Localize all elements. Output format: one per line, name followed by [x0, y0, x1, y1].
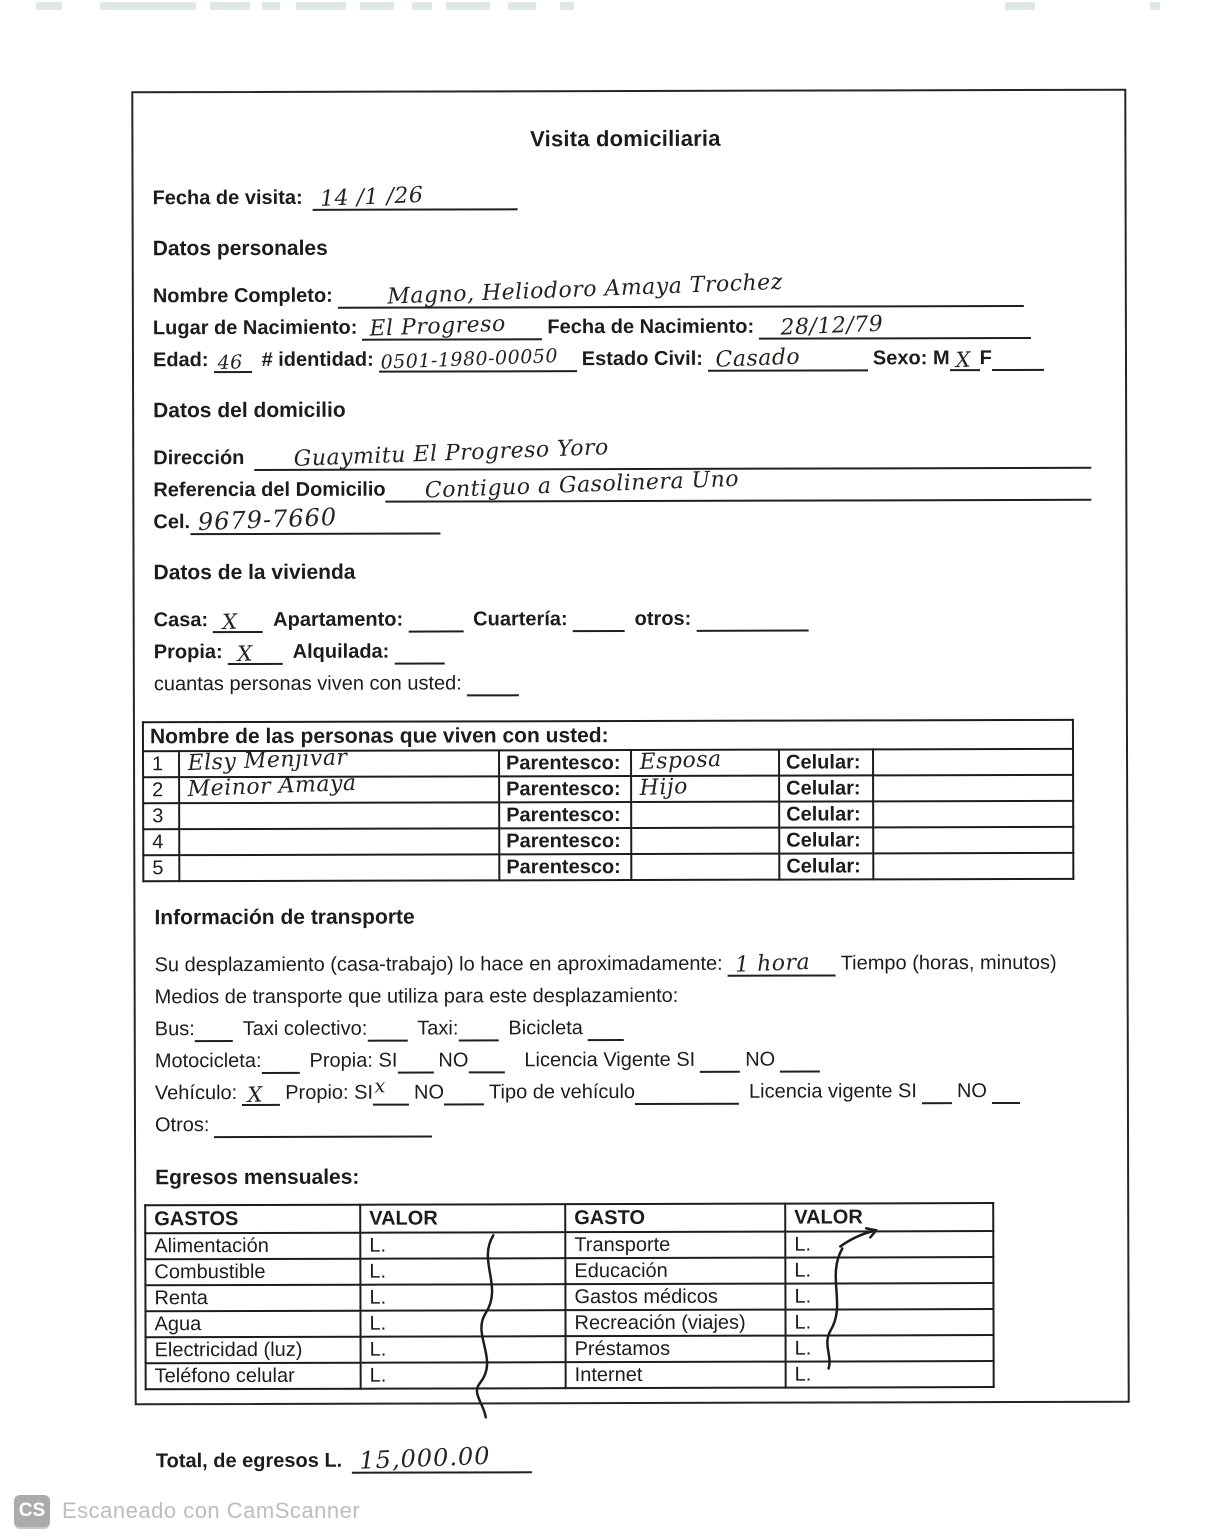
propio-si-field — [373, 1075, 409, 1106]
celular-col-label: Celular: — [779, 775, 873, 801]
gasto-izq: Alimentación — [145, 1233, 360, 1260]
edad-label: Edad: — [152, 349, 209, 372]
egresos-table-wrap — [155, 1202, 1101, 1390]
persona-parentesco — [631, 854, 779, 880]
total-field — [352, 1441, 532, 1475]
persona-row-5 — [143, 853, 1073, 881]
propio-label: Propio: SI — [285, 1081, 374, 1104]
egresos-heading: Egresos mensuales: — [155, 1165, 360, 1190]
taxi-label: Taxi: — [417, 1017, 459, 1040]
persona-nombre-handwriting: Elsy Menjivar — [187, 745, 348, 777]
persona-row-3 — [143, 801, 1073, 829]
valor-der: L. — [785, 1231, 993, 1258]
egresos-row-5 — [146, 1335, 994, 1363]
valor-der: L. — [785, 1257, 993, 1284]
personas-table-header: Nombre de las personas que viven con usted: — [143, 720, 1073, 751]
persona-num: 5 — [143, 855, 179, 881]
persona-parentesco-handwriting: Hijo — [639, 774, 689, 801]
persona-row-2 — [143, 775, 1073, 803]
persona-celular — [873, 801, 1073, 828]
gasto-izq: Teléfono celular — [146, 1363, 361, 1390]
desplazamiento-label: Su desplazamiento (casa-trabajo) lo hace en aproximadamente: — [154, 952, 723, 977]
celular-col-label: Celular: — [779, 801, 873, 827]
personas-table — [142, 719, 1074, 882]
gasto-izq: Agua — [145, 1311, 360, 1338]
nombre-row — [152, 269, 1099, 310]
taxi-colectivo-field — [367, 1016, 407, 1042]
celular-row — [153, 502, 1099, 537]
sexo-f-field — [992, 345, 1044, 371]
parentesco-label: Parentesco: — [499, 750, 631, 776]
desplazamiento-row — [155, 948, 1101, 978]
egresos-row-6 — [146, 1361, 994, 1389]
gasto-izq: Electricidad (luz) — [146, 1337, 361, 1364]
persona-celular — [873, 775, 1073, 802]
camscanner-footer-text: Escaneado con CamScanner — [62, 1498, 361, 1523]
vehiculo-no-field — [444, 1079, 484, 1105]
apartamento-label: Apartamento: — [273, 608, 404, 631]
casa-label: Casa: — [153, 609, 209, 632]
persona-parentesco — [631, 828, 779, 854]
celular-col-label: Celular: — [779, 749, 873, 775]
identidad-handwriting: 0501-1980-00050 — [379, 345, 559, 374]
valor-der: L. — [785, 1309, 993, 1336]
total-row — [155, 1441, 1102, 1475]
motocicleta-field — [262, 1048, 300, 1074]
parentesco-label: Parentesco: — [499, 802, 631, 828]
visita-domiciliaria-form — [131, 89, 1129, 1475]
direccion-field — [254, 435, 1091, 472]
sexo-label: Sexo: M — [872, 347, 950, 370]
persona-num: 1 — [143, 751, 179, 777]
persona-num: 4 — [143, 829, 179, 855]
tiempo-label: Tiempo (horas, minutos) — [840, 951, 1057, 975]
egresos-header-valor-der: VALOR — [785, 1203, 993, 1232]
sexo-m-field — [950, 345, 980, 371]
gasto-der: Internet — [566, 1362, 786, 1389]
vehiculo-mark: X — [247, 1082, 264, 1108]
edad-field — [214, 347, 252, 373]
motocicleta-label: Motocicleta: — [154, 1049, 262, 1073]
persona-nombre — [179, 828, 499, 855]
personas-viven-label: cuantas personas viven con usted: — [153, 672, 462, 696]
valor-izq: L. — [361, 1362, 566, 1389]
direccion-row — [153, 435, 1099, 472]
licencia-si-field — [700, 1047, 740, 1073]
egresos-row-2 — [145, 1257, 993, 1285]
taxi-colectivo-label: Taxi colectivo: — [242, 1017, 368, 1041]
egresos-table — [144, 1202, 994, 1390]
valor-izq: L. — [360, 1258, 565, 1285]
celular-col-label: Celular: — [779, 827, 873, 853]
persona-nombre — [179, 854, 499, 881]
propia-field — [228, 639, 283, 665]
licencia2-no-label: NO — [956, 1080, 987, 1103]
referencia-label: Referencia del Domicilio — [153, 478, 386, 502]
valor-der: L. — [786, 1335, 994, 1362]
desplazamiento-handwriting: 1 hora — [734, 949, 811, 978]
gasto-der: Transporte — [565, 1232, 785, 1259]
personas-viven-field — [467, 670, 519, 696]
cuarteria-label: Cuartería: — [473, 608, 568, 631]
valor-izq: L. — [360, 1310, 565, 1337]
form-title: Visita domiciliaria — [530, 125, 721, 152]
edad-row — [153, 343, 1099, 373]
valor-der: L. — [786, 1361, 994, 1388]
personal-heading: Datos personales — [152, 236, 328, 261]
lugar-nacimiento-handwriting: El Progreso — [369, 311, 507, 342]
edad-handwriting: 46 — [216, 351, 243, 375]
egresos-row-4 — [145, 1309, 993, 1337]
vehiculo-row — [155, 1076, 1101, 1106]
valor-izq: L. — [360, 1232, 565, 1259]
persona-parentesco — [631, 776, 779, 802]
moto-no-field — [468, 1047, 504, 1073]
casa-field — [213, 607, 263, 633]
parentesco-label: Parentesco: — [499, 776, 631, 802]
celular-field — [190, 502, 440, 537]
taxi-field — [458, 1015, 498, 1041]
lugar-nacimiento-label: Lugar de Nacimiento: — [152, 316, 358, 340]
fecha-nacimiento-handwriting: 28/12/79 — [780, 311, 884, 341]
licencia2-no-field — [992, 1078, 1020, 1104]
persona-parentesco — [631, 746, 779, 776]
vivienda-heading: Datos de la vivienda — [153, 560, 356, 585]
vehiculo-field — [242, 1080, 280, 1106]
nombre-label: Nombre Completo: — [152, 284, 333, 308]
identidad-field — [379, 346, 577, 373]
bus-label: Bus: — [154, 1018, 195, 1041]
gasto-izq: Renta — [145, 1285, 360, 1312]
otros-transporte-row — [155, 1108, 1101, 1138]
egresos-header-gastos: GASTOS — [145, 1205, 360, 1234]
apartamento-field — [408, 606, 463, 632]
camscanner-logo-icon: CS — [14, 1495, 50, 1527]
parentesco-label: Parentesco: — [499, 854, 631, 880]
personas-table-header-row — [143, 720, 1073, 751]
desplazamiento-field — [728, 950, 836, 976]
licencia-vigente-label: Licencia Vigente SI — [524, 1048, 696, 1072]
referencia-field — [386, 466, 1092, 504]
fecha-visita-field — [313, 184, 518, 211]
estado-civil-handwriting: Casado — [715, 344, 801, 373]
fecha-visita-label: Fecha de visita: — [152, 186, 303, 210]
bicicleta-field — [588, 1015, 624, 1041]
nombre-handwriting: Magno, Heliodoro Amaya Trochez — [386, 269, 784, 310]
egresos-row-3 — [145, 1283, 993, 1311]
alquilada-label: Alquilada: — [292, 640, 390, 663]
persona-nombre — [179, 770, 499, 803]
fecha-nacimiento-field — [759, 313, 1031, 340]
domicilio-heading: Datos del domicilio — [153, 398, 346, 423]
celular-label: Cel. — [153, 511, 191, 534]
persona-celular — [873, 749, 1073, 776]
egresos-header-gasto: GASTO — [565, 1204, 785, 1233]
licencia2-si-field — [922, 1078, 952, 1104]
gasto-der: Educación — [565, 1258, 785, 1285]
propio-si-mark: x — [374, 1075, 387, 1098]
transporte-heading: Información de transporte — [154, 905, 415, 930]
propiedad-row — [154, 635, 1100, 665]
camscanner-footer — [14, 1495, 360, 1527]
otros-vivienda-label: otros: — [634, 607, 692, 630]
sexo-f-label: F — [979, 347, 992, 370]
medios-row — [155, 980, 1101, 1010]
moto-no-label: NO — [438, 1049, 469, 1072]
otros-vivienda-field — [696, 606, 808, 632]
gasto-der: Gastos médicos — [565, 1284, 785, 1311]
identidad-label: # identidad: — [261, 348, 374, 371]
persona-row-4 — [143, 827, 1073, 855]
egresos-header-valor-izq: VALOR — [360, 1204, 565, 1233]
valor-der: L. — [785, 1283, 993, 1310]
persona-num: 3 — [143, 803, 179, 829]
gasto-der: Recreación (viajes) — [565, 1310, 785, 1337]
licencia-no-label: NO — [745, 1048, 776, 1071]
persona-celular — [873, 853, 1073, 880]
medios-label: Medios de transporte que utiliza para este desplazamiento: — [154, 984, 679, 1009]
persona-celular — [873, 827, 1073, 854]
total-label: Total, de egresos L. — [155, 1449, 343, 1473]
persona-nombre — [179, 802, 499, 829]
casa-mark: X — [222, 609, 239, 635]
moto-propia-si-field — [397, 1048, 433, 1074]
gasto-der: Préstamos — [566, 1336, 786, 1363]
bicicleta-label: Bicicleta — [508, 1017, 583, 1040]
estado-civil-field — [708, 345, 868, 371]
direccion-label: Dirección — [153, 447, 245, 470]
tipo-vehiculo-field — [635, 1079, 739, 1105]
persona-parentesco — [631, 802, 779, 828]
nacimiento-row — [153, 311, 1099, 341]
otros-transporte-field — [214, 1112, 432, 1139]
motocicleta-row — [155, 1044, 1101, 1074]
otros-transporte-label: Otros: — [154, 1114, 210, 1137]
fecha-nacimiento-label: Fecha de Nacimiento: — [547, 315, 755, 339]
tipo-vehiculo-label: Tipo de vehículo — [488, 1080, 636, 1104]
valor-izq: L. — [361, 1336, 566, 1363]
egresos-header-row — [145, 1203, 993, 1233]
celular-col-label: Celular: — [779, 853, 873, 879]
referencia-row — [153, 466, 1099, 504]
egresos-row-1 — [145, 1231, 993, 1259]
propia-mark: X — [236, 641, 254, 667]
fecha-visita-handwriting: 14 /1 /26 — [319, 182, 424, 212]
propia-label: Propia: — [153, 641, 223, 664]
personas-viven-row — [154, 667, 1100, 697]
bus-row — [155, 1012, 1101, 1042]
nombre-field — [338, 269, 1024, 310]
total-handwriting: 15,000.00 — [359, 1441, 492, 1475]
lugar-nacimiento-field — [362, 311, 542, 342]
persona-num: 2 — [143, 777, 179, 803]
vehiculo-no-label: NO — [414, 1081, 445, 1104]
licencia-no-field — [780, 1047, 820, 1073]
vehiculo-label: Vehículo: — [154, 1082, 238, 1105]
estado-civil-label: Estado Civil: — [581, 347, 703, 371]
fecha-visita-row — [153, 181, 1099, 211]
sexo-m-mark: X — [954, 347, 972, 373]
gasto-izq: Combustible — [145, 1259, 360, 1286]
direccion-handwriting: Guaymitu El Progreso Yoro — [293, 435, 610, 472]
persona-parentesco-handwriting: Esposa — [639, 746, 723, 775]
valor-izq: L. — [360, 1284, 565, 1311]
parentesco-label: Parentesco: — [499, 828, 631, 854]
bus-field — [195, 1016, 233, 1042]
licencia-vigente2-label: Licencia vigente SI — [749, 1080, 917, 1103]
referencia-handwriting: Contiguo a Gasolinera Uno — [424, 466, 740, 504]
tipo-vivienda-row — [154, 603, 1100, 633]
persona-nombre-handwriting: Meinor Amaya — [187, 770, 357, 803]
scan-artifacts — [0, 0, 1217, 14]
alquilada-field — [394, 638, 444, 664]
moto-propia-label: Propia: SI — [309, 1049, 398, 1072]
celular-handwriting: 9679-7660 — [197, 502, 338, 537]
cuarteria-field — [573, 606, 625, 632]
